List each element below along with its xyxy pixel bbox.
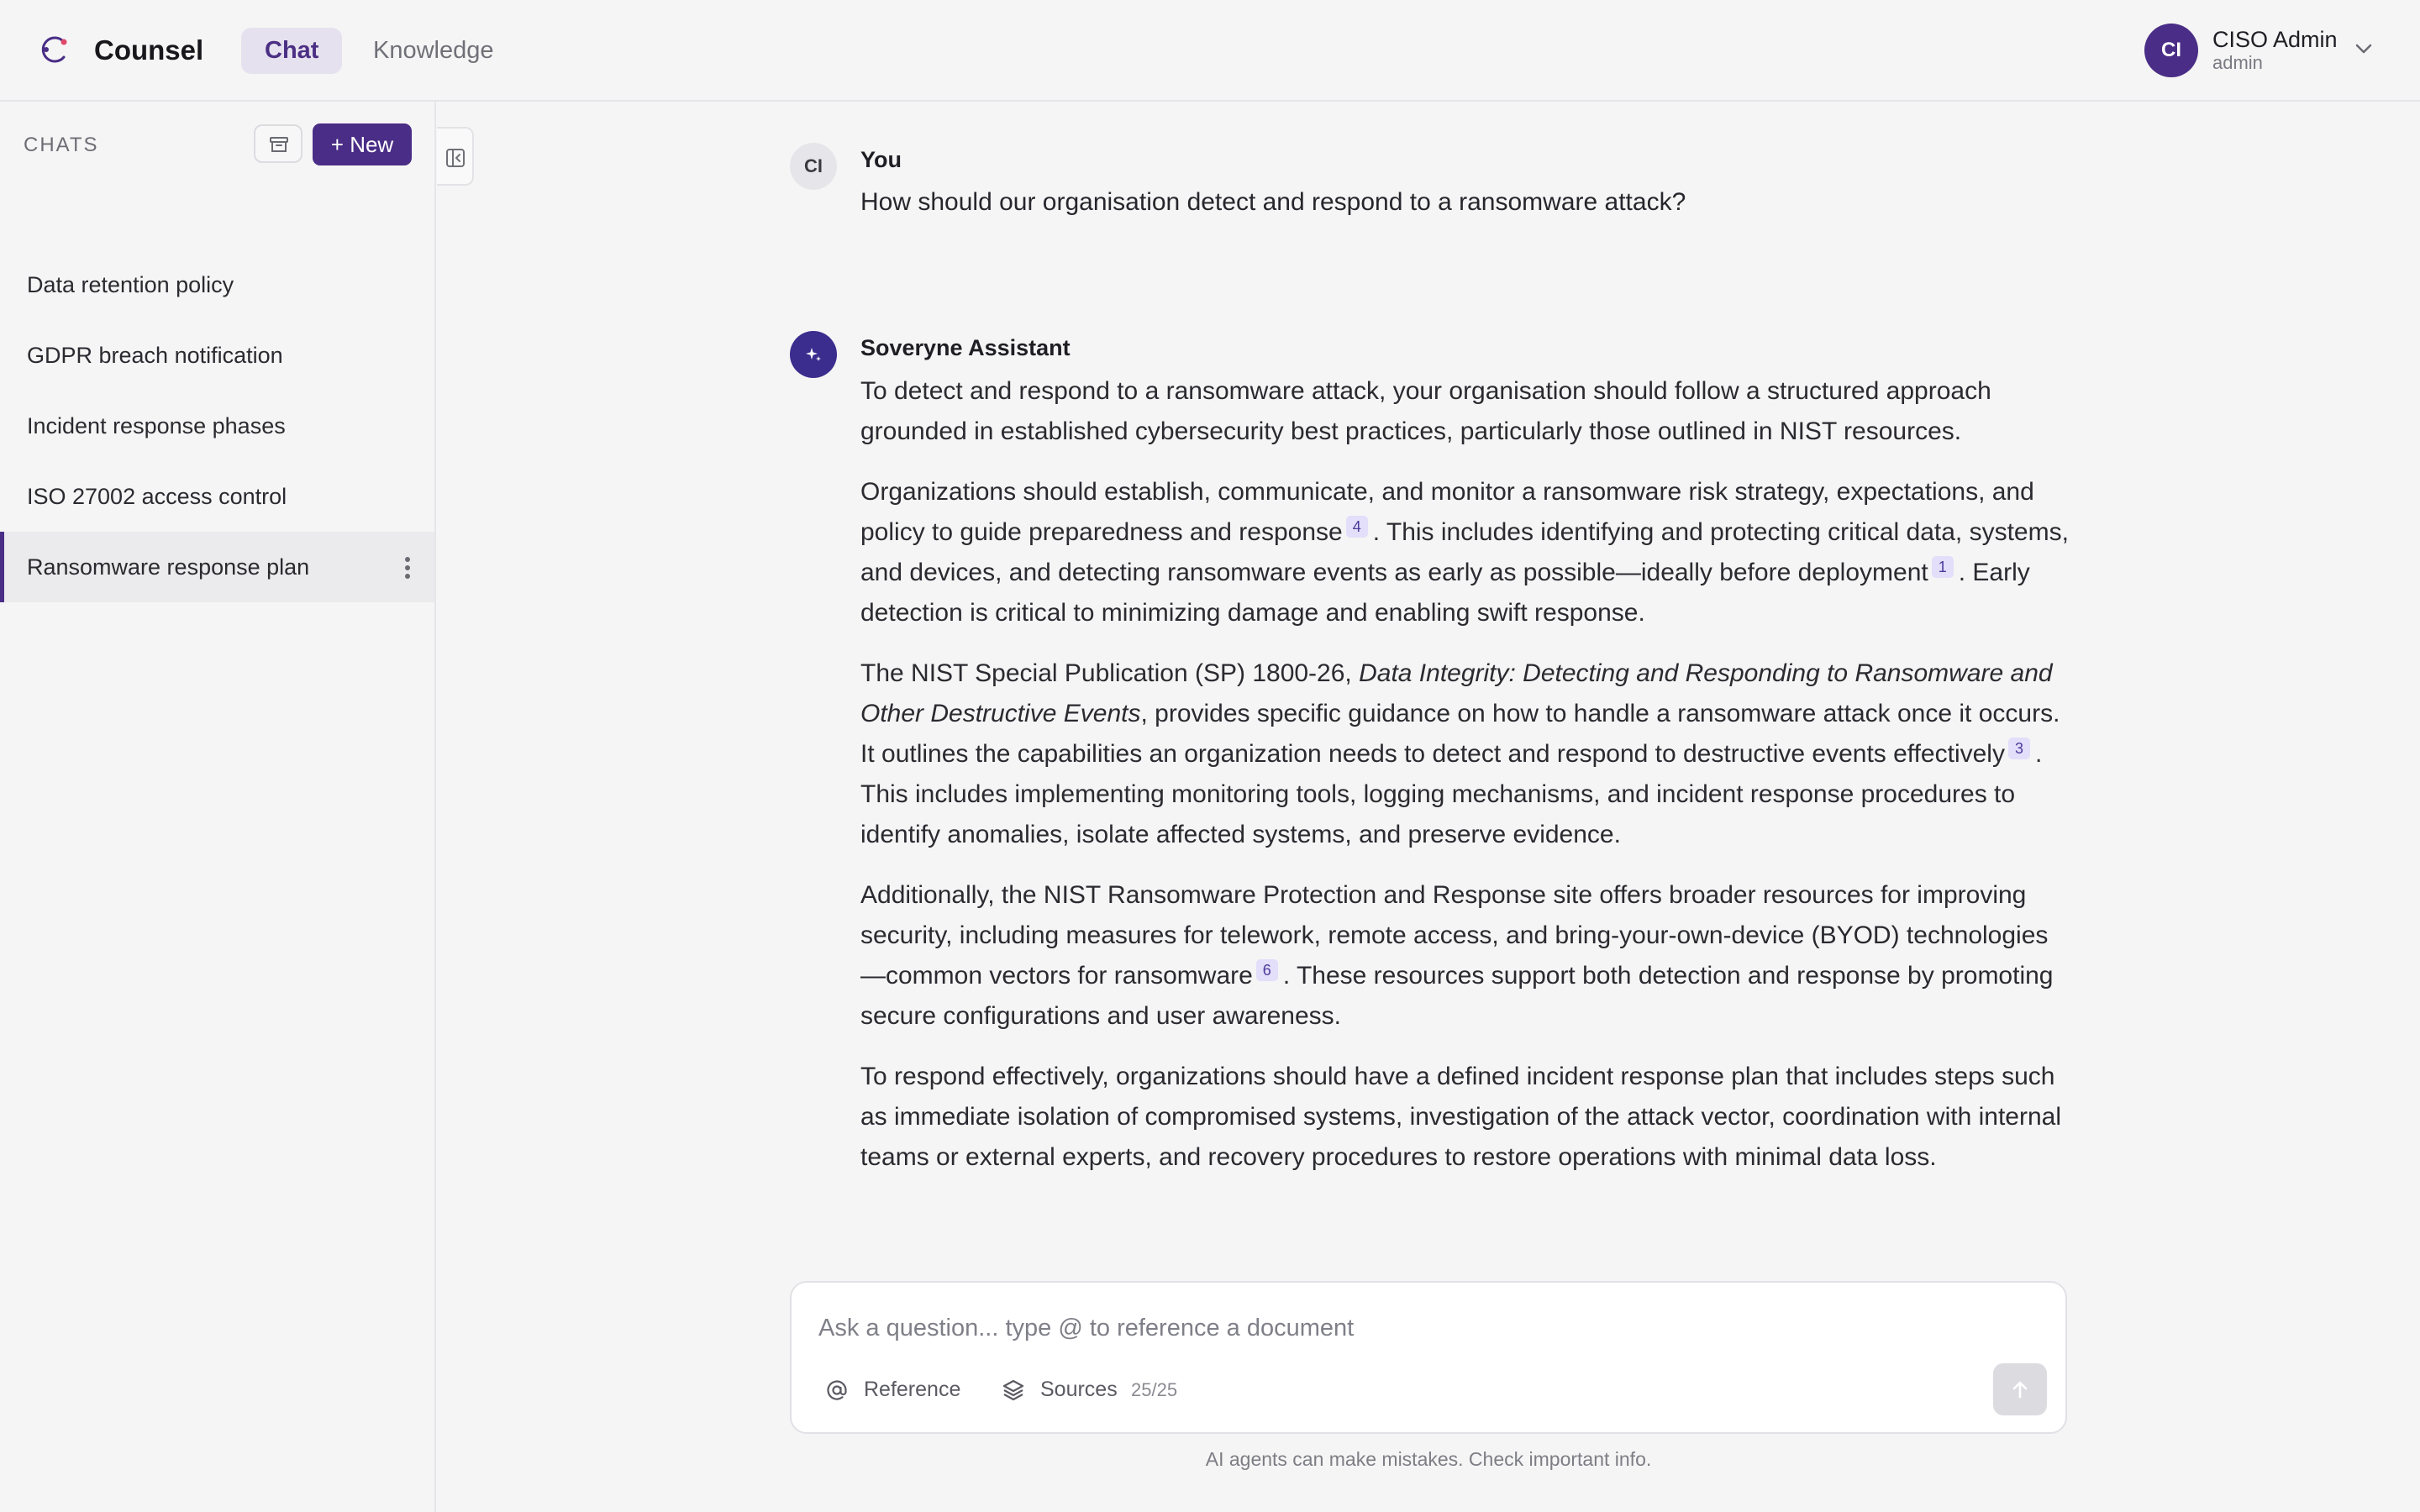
answer-paragraph: Organizations should establish, communicate, and monitor a ransomware risk strategy, expectations, and policy to guide preparedness and response 4 . This includes identifying and protecting critical data, systems, and devices, and detecting ransomware events as early as possible—ideally before deployment 1 . Early detection is critical to minimizing damage and enabling swift response.: [860, 478, 2069, 627]
publication-title: Data Integrity: Detecting and Responding to Ransomware and Other Destructive Events: [860, 659, 2053, 727]
answer-paragraph: To respond effectively, organizations should have a defined incident response plan that includes steps such as immediate isolation of compromised systems, investigation of the attack vector, coordination with internal teams or external experts, and recovery procedures to restore operations with minimal data loss.: [860, 1063, 2062, 1171]
assistant-avatar: [790, 331, 837, 378]
user-message-text: How should our organisation detect and respond to a ransomware attack?: [860, 188, 1686, 216]
chat-item-active[interactable]: [0, 532, 434, 602]
app-brand[interactable]: Counsel: [94, 34, 204, 66]
answer-paragraph: Additionally, the NIST Ransomware Protection and Response site offers broader resources for improving security, including measures for telework, remote access, and bring-your-own-device (BYOD) technologies—common vectors for ransomware 6 . These resources support both detection and response by promoting secure configurations and user awareness.: [860, 881, 2054, 1030]
chat-item-label: Ransomware response plan: [27, 554, 310, 580]
user-role: admin: [2212, 52, 2263, 73]
sources-label: Sources: [1040, 1378, 1118, 1401]
sync-arc-icon[interactable]: [39, 34, 71, 66]
message-composer[interactable]: [790, 1281, 2067, 1434]
archive-button[interactable]: [254, 124, 302, 163]
collapse-sidebar-button[interactable]: [437, 127, 474, 186]
layers-icon: [1002, 1378, 1025, 1402]
user-avatar[interactable]: CI: [2144, 24, 2198, 77]
tab-knowledge[interactable]: Knowledge: [373, 37, 494, 64]
at-sign-icon: [825, 1378, 849, 1402]
user-message-author: You: [860, 147, 902, 172]
reference-button[interactable]: [825, 1374, 976, 1404]
sources-count: 25/25: [1131, 1379, 1178, 1400]
citation-badge[interactable]: 3: [2008, 738, 2030, 759]
assistant-answer: [860, 371, 2070, 1283]
chat-item[interactable]: GDPR breach notification: [27, 343, 283, 368]
chat-item[interactable]: Incident response phases: [27, 413, 286, 438]
new-chat-button[interactable]: + New: [313, 123, 412, 165]
reference-label: Reference: [864, 1378, 961, 1401]
chat-item[interactable]: Data retention policy: [27, 272, 234, 297]
chat-sidebar: [0, 102, 436, 1512]
send-button[interactable]: [1993, 1363, 2047, 1415]
sources-button[interactable]: [1002, 1374, 1128, 1404]
chevron-down-icon[interactable]: [2353, 40, 2375, 57]
question-input[interactable]: Ask a question... type @ to reference a document: [818, 1315, 1355, 1341]
archive-icon: [268, 134, 290, 155]
arrow-up-icon: [2009, 1378, 2031, 1400]
user-name[interactable]: CISO Admin: [2212, 27, 2338, 52]
answer-paragraph: The NIST Special Publication (SP) 1800-26, Data Integrity: Detecting and Responding to Ransomware and Other Destructive Events, provides specific guidance on how to handle a ransomware attack once it occurs. It outlines the capabilities an organization needs to detect and respond to destructive events effectively 3 . This includes implementing monitoring tools, logging mechanisms, and incident response procedures to identify anomalies, isolate affected systems, and preserve evidence.: [860, 659, 2060, 848]
citation-badge[interactable]: 1: [1932, 556, 1954, 578]
user-message-avatar: CI: [790, 143, 837, 190]
tab-chat[interactable]: Chat: [241, 28, 342, 74]
answer-paragraph: To detect and respond to a ransomware attack, your organisation should follow a structured approach grounded in established cybersecurity best practices, particularly those outlined in NIST resources.: [860, 377, 1991, 445]
chat-item[interactable]: ISO 27002 access control: [27, 484, 287, 509]
assistant-author: Soveryne Assistant: [860, 335, 1071, 360]
citation-badge[interactable]: 4: [1346, 516, 1368, 538]
more-options-icon[interactable]: [404, 557, 411, 579]
chats-heading: CHATS: [24, 134, 99, 156]
sparkle-icon: [803, 344, 823, 365]
sidebar-toggle-icon: [445, 148, 466, 168]
ai-disclaimer: AI agents can make mistakes. Check important info.: [1205, 1448, 1652, 1470]
top-header: [0, 0, 2420, 102]
citation-badge[interactable]: 6: [1256, 959, 1278, 981]
